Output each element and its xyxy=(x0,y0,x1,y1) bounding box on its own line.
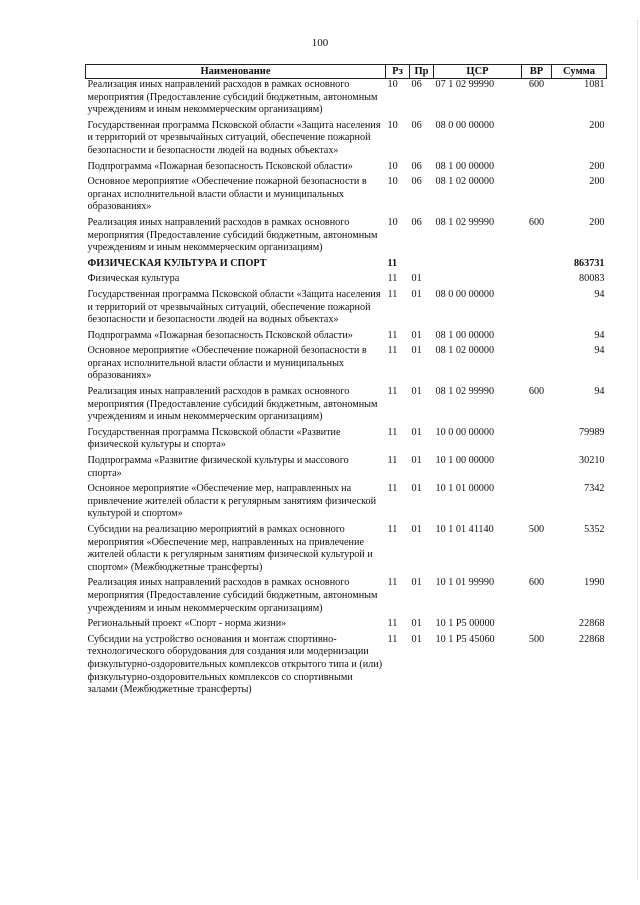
cell-pr: 01 xyxy=(411,455,422,467)
cell-csr: 10 1 01 00000 xyxy=(435,483,495,495)
cell-name: Региональный проект «Спорт - норма жизни» xyxy=(87,618,287,630)
header-name: Наименование xyxy=(86,65,386,79)
cell-sum: 94 xyxy=(594,288,605,300)
cell-rz: 11 xyxy=(387,618,398,630)
table-row xyxy=(86,631,607,697)
table-row xyxy=(86,521,607,574)
cell-rz: 11 xyxy=(387,426,398,438)
table-row xyxy=(86,452,607,480)
cell-name: Основное мероприятие «Обеспечение пожарной безопасности в органах исполнительной власти области и муниципальных образованиях» xyxy=(87,345,367,382)
cell-pr: 01 xyxy=(411,273,422,285)
cell-name: Субсидии на устройство основания и монтаж спортивно-технологического оборудования для создания или модернизации физкультурно-оздоровительных комплексов открытого типа и (или) физкультурно-оздоровительных комплексов со спортивными залами (Межбюджетные трансферты) xyxy=(87,633,383,696)
cell-rz: 11 xyxy=(387,455,398,467)
scan-edge xyxy=(636,20,638,880)
cell-vr xyxy=(522,286,552,327)
cell-pr: 01 xyxy=(411,633,422,645)
cell-pr: 01 xyxy=(411,426,422,438)
cell-vr xyxy=(522,158,552,174)
header-vr: ВР xyxy=(522,65,552,79)
cell-vr: 500 xyxy=(528,524,545,535)
header-csr: ЦСР xyxy=(434,65,522,79)
cell-name: Государственная программа Псковской области «Защита населения и территорий от чрезвычайных ситуаций, обеспечение пожарной безопасности и безопасности людей на водных объектах» xyxy=(87,288,381,326)
cell-csr: 08 1 02 99990 xyxy=(435,216,495,228)
cell-sum: 200 xyxy=(589,119,605,131)
cell-sum: 94 xyxy=(594,329,605,341)
cell-sum: 5352 xyxy=(584,524,605,535)
table-row xyxy=(86,270,607,286)
cell-name: Подпрограмма «Развитие физической культуры и массового спорта» xyxy=(87,455,349,479)
cell-name: Основное мероприятие «Обеспечение пожарной безопасности в органах исполнительной власти области и муниципальных образованиях» xyxy=(87,176,367,213)
cell-csr: 08 1 02 99990 xyxy=(435,386,495,398)
cell-sum: 863731 xyxy=(573,257,605,269)
header-rz: Рз xyxy=(386,65,410,79)
cell-rz: 11 xyxy=(387,483,398,495)
cell-csr: 10 1 01 99990 xyxy=(435,577,495,589)
cell-sum: 80083 xyxy=(579,273,605,285)
cell-rz: 11 xyxy=(387,273,398,285)
cell-csr: 10 0 00 00000 xyxy=(435,426,495,438)
cell-csr: 08 1 00 00000 xyxy=(435,329,495,341)
cell-pr: 06 xyxy=(411,216,422,228)
cell-csr: 08 0 00 00000 xyxy=(435,288,495,300)
cell-sum: 200 xyxy=(589,176,605,188)
cell-vr xyxy=(522,173,552,214)
table-row xyxy=(86,480,607,521)
cell-sum: 1081 xyxy=(584,79,605,90)
cell-pr: 06 xyxy=(411,176,422,188)
cell-pr: 01 xyxy=(411,386,422,398)
cell-pr: 01 xyxy=(411,577,422,589)
budget-table xyxy=(85,64,607,697)
cell-csr: 10 1 01 41140 xyxy=(435,524,494,535)
cell-csr xyxy=(434,270,522,286)
cell-name: Реализация иных направлений расходов в рамках основного мероприятия (Предоставление субсидий бюджетным, автономным учреждениям и иным некоммерческим организациям) xyxy=(87,216,378,254)
cell-name: Подпрограмма «Пожарная безопасность Псковской области» xyxy=(87,160,353,172)
cell-sum: 200 xyxy=(589,216,605,228)
cell-vr xyxy=(522,424,552,452)
cell-pr xyxy=(410,255,434,271)
cell-vr: 600 xyxy=(528,577,545,589)
cell-rz: 10 xyxy=(387,119,398,131)
cell-sum: 7342 xyxy=(584,483,605,495)
cell-sum: 22868 xyxy=(579,618,605,630)
cell-csr: 08 0 00 00000 xyxy=(435,119,495,131)
cell-csr: 10 1 P5 45060 xyxy=(435,633,495,645)
cell-pr: 01 xyxy=(411,524,422,535)
table-row xyxy=(86,173,607,214)
cell-vr: 600 xyxy=(528,216,545,228)
cell-vr xyxy=(522,255,552,271)
table-row xyxy=(86,255,607,271)
cell-pr: 01 xyxy=(411,288,422,300)
cell-rz: 10 xyxy=(387,160,398,172)
table-row xyxy=(86,117,607,158)
cell-csr: 08 1 00 00000 xyxy=(435,160,495,172)
cell-vr xyxy=(522,270,552,286)
cell-name: ФИЗИЧЕСКАЯ КУЛЬТУРА И СПОРТ xyxy=(87,257,267,269)
cell-rz: 11 xyxy=(387,345,398,357)
cell-vr: 500 xyxy=(528,633,545,645)
cell-rz: 11 xyxy=(387,577,398,589)
cell-csr: 08 1 02 00000 xyxy=(435,176,495,188)
cell-name: Субсидии на реализацию мероприятий в рамках основного мероприятия «Обеспечение мер, направленных на привлечение жителей области к регулярным занятиям физической культурой и спортом» (Межбюджетные трансферты) xyxy=(87,524,373,573)
cell-rz: 10 xyxy=(387,216,398,228)
table-row xyxy=(86,383,607,424)
cell-vr xyxy=(522,480,552,521)
cell-csr: 07 1 02 99990 xyxy=(435,79,495,90)
cell-name: Государственная программа Псковской области «Развитие физической культуры и спорта» xyxy=(87,426,341,451)
table-row xyxy=(86,158,607,174)
table-row xyxy=(86,79,607,117)
page-number: 100 xyxy=(311,37,329,49)
cell-pr: 01 xyxy=(411,618,422,630)
cell-csr: 08 1 02 00000 xyxy=(435,345,495,357)
cell-rz: 11 xyxy=(387,386,398,398)
cell-sum: 200 xyxy=(589,160,605,172)
cell-vr xyxy=(522,342,552,383)
cell-rz: 11 xyxy=(387,524,398,535)
cell-sum: 94 xyxy=(594,345,605,357)
table-row xyxy=(86,286,607,327)
cell-vr xyxy=(522,117,552,158)
table-row xyxy=(86,574,607,615)
header-pr: Пр xyxy=(410,65,434,79)
cell-name: Подпрограмма «Пожарная безопасность Псковской области» xyxy=(87,329,353,341)
cell-sum: 94 xyxy=(594,386,605,398)
cell-rz: 10 xyxy=(387,176,398,188)
cell-rz: 11 xyxy=(387,329,398,341)
cell-sum: 79989 xyxy=(579,426,605,438)
table-header-row xyxy=(86,65,607,79)
table-row xyxy=(86,327,607,343)
cell-pr: 06 xyxy=(411,119,422,131)
cell-vr xyxy=(522,327,552,343)
cell-name: Государственная программа Псковской области «Защита населения и территорий от чрезвычайных ситуаций, обеспечение пожарной безопасности и безопасности людей на водных объектах» xyxy=(87,119,381,156)
cell-sum: 30210 xyxy=(579,455,605,467)
table-row xyxy=(86,615,607,631)
cell-name: Основное мероприятие «Обеспечение мер, направленных на привлечение жителей области к регулярным занятиям физической культурой и спортом» xyxy=(87,483,377,520)
cell-pr: 01 xyxy=(411,483,422,495)
cell-vr xyxy=(522,452,552,480)
cell-name: Физическая культура xyxy=(87,273,180,285)
cell-pr: 06 xyxy=(411,79,422,90)
cell-pr: 01 xyxy=(411,345,422,357)
table-row xyxy=(86,214,607,255)
cell-name: Реализация иных направлений расходов в рамках основного мероприятия (Предоставление субсидий бюджетным, автономным учреждениям и иным некоммерческим организациям) xyxy=(87,577,378,614)
cell-name: Реализация иных направлений расходов в рамках основного мероприятия (Предоставление субсидий бюджетным, автономным учреждениям и иным некоммерческим организациям) xyxy=(87,79,378,116)
cell-csr: 10 1 00 00000 xyxy=(435,455,495,467)
cell-rz: 10 xyxy=(387,79,398,90)
cell-vr: 600 xyxy=(528,386,545,398)
cell-rz: 11 xyxy=(387,257,398,269)
cell-sum: 1990 xyxy=(584,577,605,589)
header-sum: Сумма xyxy=(552,65,607,79)
cell-rz: 11 xyxy=(387,633,398,645)
cell-vr: 600 xyxy=(528,79,545,90)
cell-csr: 10 1 P5 00000 xyxy=(435,618,495,630)
table-row xyxy=(86,424,607,452)
cell-csr xyxy=(434,255,522,271)
cell-rz: 11 xyxy=(387,288,398,300)
table-row xyxy=(86,342,607,383)
cell-sum: 22868 xyxy=(579,633,605,645)
cell-pr: 06 xyxy=(411,160,422,172)
cell-vr xyxy=(522,615,552,631)
cell-name: Реализация иных направлений расходов в рамках основного мероприятия (Предоставление субсидий бюджетным, автономным учреждениям и иным некоммерческим организациям) xyxy=(87,386,378,423)
cell-pr: 01 xyxy=(411,329,422,341)
